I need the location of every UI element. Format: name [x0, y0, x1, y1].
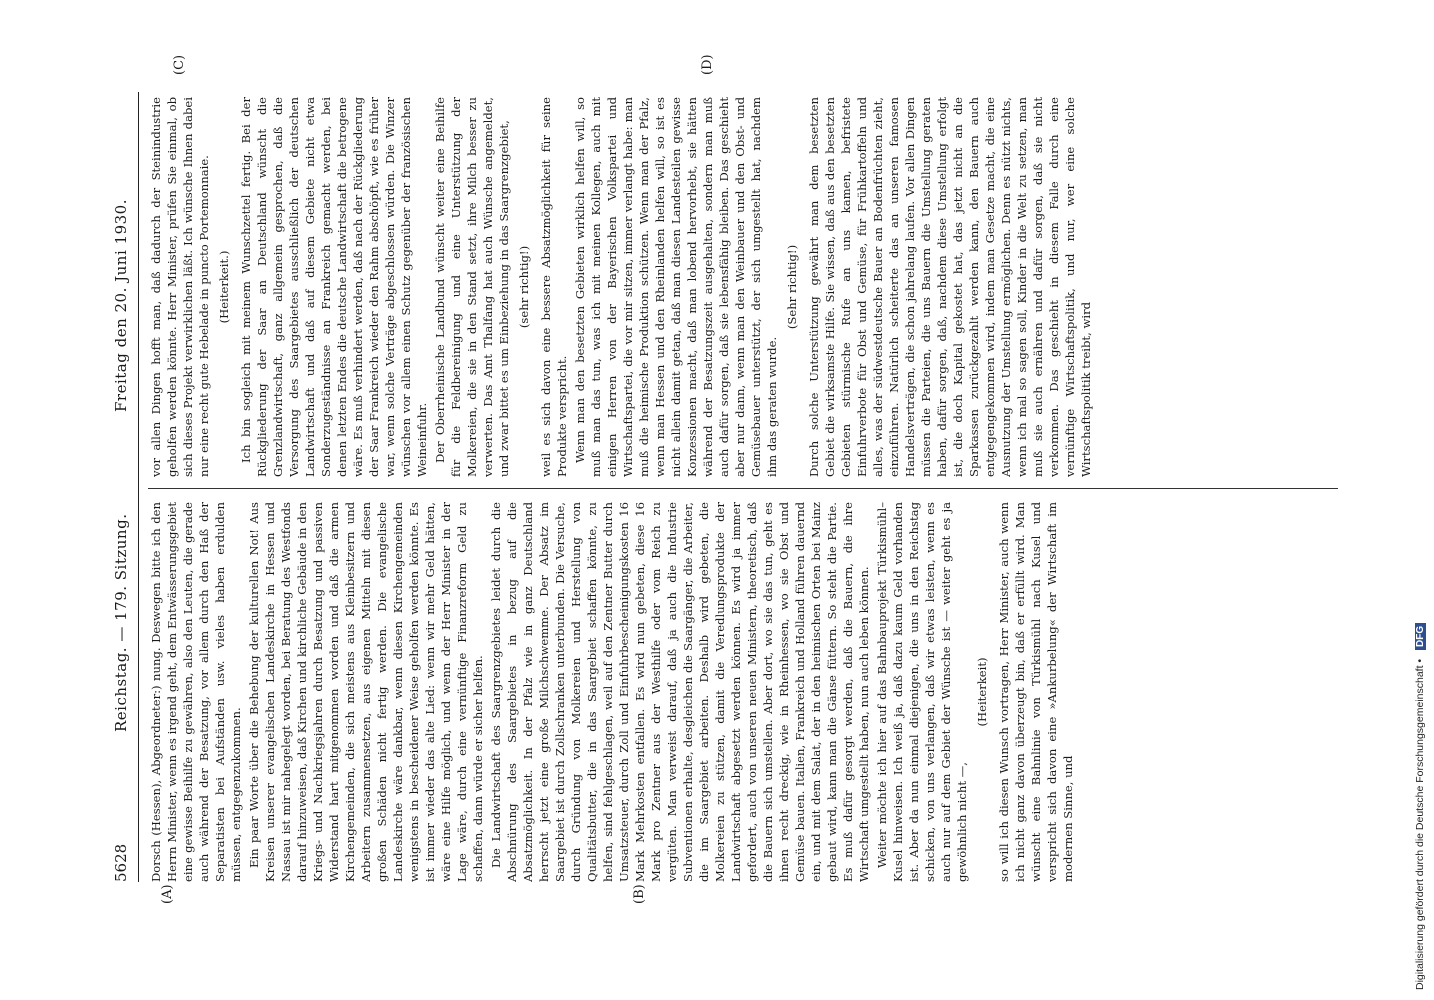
- paragraph: Weiter möchte ich hier auf das Bahnbauprojekt Türkismühl–Kusel hinweisen. Ich weiß ja, daß dazu kaum Geld vorhanden ist. Aber da nun einmal diejenigen, die uns in den Reichstag schicken, von uns verlangen, daß wir etwas leisten, wenn es auch nur auf dem Gebiet der Wünsche ist — weiter geht es ja gewöhnlich nicht —,: [875, 502, 969, 882]
- paragraph: Durch solche Unterstützung gewährt man dem besetzten Gebiet die wirksamste Hilfe. Sie wissen, daß aus den besetzten Gebieten stürmische Rufe an uns kamen, befristete Einfuhrverbote für Obst und Gemüse, für Frühkartoffeln und alles, was der südwestdeutsche Bauer an Bodenfrüchten zieht, einzuführen. Natürlich scheiterte das an unseren famosen Handelsverträgen, die schon jahrelang laufen. Vor allen Dingen müssen die Parteien, die uns Bauern die Umstellung geraten haben, dafür sorgen, daß, nachdem diese Umstellung erfolgt ist, die doch Kapital gekostet hat, das jetzt nicht an die Sparkassen zurückgezahlt werden kann, den Bauern auch entgegengekommen wird, indem man Gesetze macht, die eine Ausnutzung der Umstellung ermöglichen. Denn es nützt nichts, wenn ich mal so sagen soll, Kinder in die Welt zu setzen, man muß sie auch ernähren und dafür sorgen, daß sie nicht verkommen. Das geschieht in diesem Falle durch eine vernünftige Wirtschaftspolitik, und nur, wer eine solche Wirtschaftspolitik treibt, wird: [807, 97, 1093, 477]
- paragraph: Dorsch (Hessen), Abgeordneter:) nung. Deswegen bitte ich den Herrn Minister, wenn es irgend geht, dem Entwässerungsgebiet eine gewisse Beihilfe zu gewähren, also den Leuten, die gerade auch während der Besatzung, vor allem durch den Haß der Separatisten bei Aufständen usw. vieles haben erdulden müssen, entgegenzukommen.: [149, 502, 243, 882]
- credit-text: Digitalisierung gefördert durch die Deutsche Forschungsgemeinschaft •: [1414, 658, 1426, 990]
- interjection: (Heiterkeit): [975, 657, 989, 727]
- paragraph: Die Landwirtschaft des Saargrenzgebietes leidet durch die Abschnürung des Saargebietes in bezug auf die Absatzmöglichkeit. In der Pfalz wie in ganz Deutschland herrscht jetzt eine große Milchschwemme. Der Absatz im Saargebiet ist durch Zollschranken unterbunden. Die Versuche, durch Gründung von Molkereien und Herstellung von Qualitätsbutter, die in das Saargebiet schaffen könnte, zu helfen, sind fehlgeschlagen, weil auf den Zentner Butter durch Umsatzsteuer, durch Zoll und Einfuhrbescheinigungskosten 16 Mark Mehrkosten entfallen. Es wird nun gebeten, diese 16 Mark pro Zentner aus der Westhilfe oder vom Reich zu vergüten. Man verweist darauf, daß ja auch die Industrie Subventionen erhalte, desgleichen die Saargänger, die Arbeiter, die im Saargebiet arbeiten. Deshalb wird gebeten, die Molkereien zu stützen, damit die Veredlungsprodukte der Landwirtschaft abgesetzt werden können. Es wird ja immer gefordert, auch von unseren neuen Ministern, theoretisch, daß die Bauern sich umstellen. Aber dort, wo sie das tun, geht es ihnen recht dreckig, wie in Rheinhessen, wo sie Obst und Gemüse bauen. Italien, Frankreich und Holland führen dauernd ein, und mit dem Salat, der in den heimischen Orten bei Mainz gebaut wird, kann man die Gänse füttern. So steht die Partie. Es muß dafür gesorgt werden, daß die Bauern, die ihre Wirtschaft umgestellt haben, nun auch leben können.: [489, 502, 871, 882]
- paragraph: Ein paar Worte über die Behebung der kulturellen Not! Aus Kreisen unserer evangelischen Landeskirche in Hessen und Nassau ist mir nahegelegt worden, bei Beratung des Westfonds darauf hinzuweisen, daß Kirchen und kirchliche Gebäude in den Kriegs- und Nachkriegsjahren durch Besatzung und passiven Widerstand hart mitgenommen worden und daß die armen Kirchengemeinden, die sich meistens aus Kleinbesitzern und Arbeitern zusammensetzen, aus eigenen Mitteln mit diesen großen Schäden nicht fertig werden. Die evangelische Landeskirche wäre dankbar, wenn diesen Kirchengemeinden wenigstens in bescheidener Weise geholfen werden könnte. Es ist immer wieder das alte Lied: wenn wir mehr Geld hätten, wäre eine Hilfe möglich, und wenn der Herr Minister in der Lage wäre, durch eine vernünftige Finanzreform Geld zu schaffen, dann würde er sicher helfen.: [247, 502, 485, 882]
- interjection: (Sehr richtig!): [785, 244, 799, 330]
- column-divider: [148, 488, 1338, 489]
- interjection: (Heiterkeit.): [217, 250, 231, 324]
- dfg-logo: DFG: [1415, 623, 1426, 650]
- paragraph: Wenn man den besetzten Gebieten wirklich helfen will, so muß man das tun, was ich mit meinen Kollegen, auch mit einigen Herren von der Bayerischen Volkspartei und Wirtschaftspartei, die vor mir sitzen, immer verlangt habe: man muß die heimische Produktion schützen. Wenn man der Pfalz, wenn man Hessen und den Rheinlanden helfen will, so ist es nicht allein damit getan, daß man diesen Landesteilen gewisse Konzessionen macht, daß man lobend hervorhebt, sie hätten während der Besatzungszeit ausgehalten, sondern man muß auch dafür sorgen, daß sie lebensfähig bleiben. Das geschieht aber nur dann, wenn man den Weinbauer und den Obst- und Gemüsebauer unterstützt, der sich umgestellt hat, nachdem ihm das geraten wurde.: [573, 97, 779, 477]
- margin-mark-b: (B): [632, 884, 647, 904]
- paragraph: so will ich diesen Wunsch vortragen, Herr Minister, auch wenn ich nicht ganz davon überzeugt bin, daß er erfüllt wird. Man wünscht eine Bahnlinie von Türkismühl nach Kusel und verspricht sich davon eine »Ankurbelung« der Wirtschaft im modernen Sinne, und: [997, 502, 1075, 882]
- paragraph: weil es sich davon eine bessere Absatzmöglichkeit für seine Produkte verspricht.: [539, 97, 569, 477]
- margin-mark-a: (A): [160, 884, 175, 904]
- left-column: [148, 502, 1338, 882]
- paragraph: Der Oberrheinische Landbund wünscht weiter eine Beihilfe für die Feldbereinigung und eine Unterstützung der Molkereien, die sie in den Stand setzt, ihre Milch besser zu verwerten. Das Amt Thalfang hat auch Wünsche angemeldet, und zwar bittet es um Einbeziehung in das Saargrenzgebiet,: [433, 97, 511, 477]
- session-date: Freitag den 20. Juni 1930.: [112, 199, 130, 412]
- interjection: (sehr richtig!): [517, 245, 531, 329]
- paragraph: vor allen Dingen hofft man, daß dadurch der Steinindustrie geholfen werden könnte. Herr Minister, prüfen Sie einmal, ob sich dieses Projekt verwirklichen läßt. Ich wünsche Ihnen dabei nur eine recht gute Hebelade in puncto Portemonnaie.: [149, 97, 211, 477]
- page-header: [108, 92, 138, 882]
- session-title: Reichstag. — 179. Sitzung.: [112, 513, 130, 732]
- margin-mark-d: (D): [700, 54, 715, 75]
- paragraph: Ich bin sogleich mit meinem Wunschzettel fertig. Bei der Rückgliederung der Saar an Deutschland wünscht die Grenzlandwirtschaft, ganz allgemein gesprochen, daß die Versorgung des Saargebietes ausschließlich der deutschen Landwirtschaft und daß auf diesem Gebiete nicht etwa Sonderzugeständnisse an Frankreich gemacht werden, bei denen letzten Endes die deutsche Landwirtschaft die betrogene wäre. Es muß verhindert werden, daß nach der Rückgliederung der Saar Frankreich wieder den Rahm abschöpft, wie es früher war, wenn solche Verträge abgeschlossen würden. Die Winzer wünschen vor allem einen Schutz gegenüber der französischen Weineinfuhr.: [239, 97, 429, 477]
- right-column: [148, 97, 1338, 477]
- margin-mark-c: (C): [172, 54, 187, 75]
- digitization-credit: [1414, 10, 1430, 990]
- page-number: 5628: [112, 843, 130, 882]
- page-content: [108, 92, 1338, 882]
- header-rule: [138, 92, 139, 882]
